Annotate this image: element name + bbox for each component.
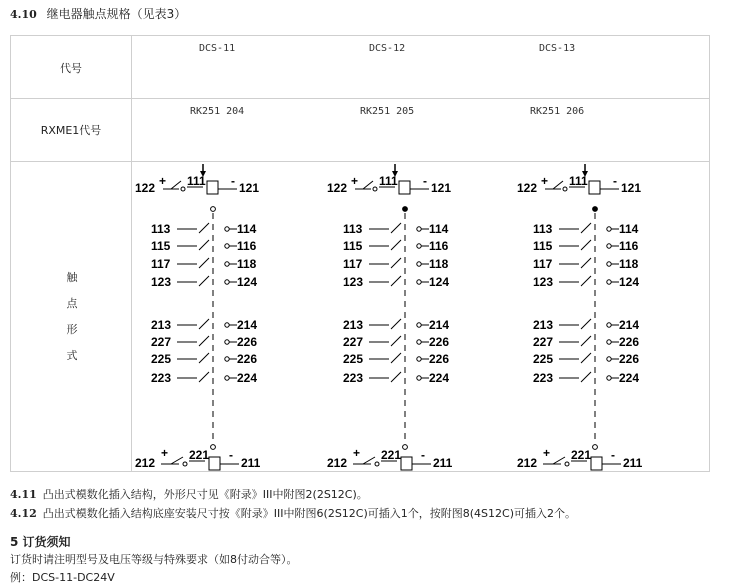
note-number: 4.12 (10, 507, 37, 520)
cell-rxme1-dcs12: RK251 205 (360, 106, 415, 117)
diagram-1-label-top-coil: 111 (187, 174, 206, 188)
diagram-1-row-3-left: 117 (151, 257, 171, 271)
diagram-3-row-3-left: 117 (533, 257, 553, 271)
diagram-2-row-5-node (417, 323, 421, 327)
ordering-example: 例：DCS-11-DC24V (10, 571, 115, 584)
diagram-3-top-coil (589, 181, 600, 194)
diagram-2-row-7-blade (391, 353, 401, 363)
diagram-2-row-4-blade (391, 276, 401, 286)
diagram-3-bottom-switch (553, 457, 565, 464)
diagram-1-row-6-left: 227 (151, 335, 172, 349)
diagram-1-row-2-left: 115 (151, 239, 171, 253)
cell-code-dcs11: DCS-11 (199, 43, 236, 54)
diagram-3-row-3-blade (581, 258, 591, 268)
diagram-1-label-bottom-minus: - (229, 448, 233, 462)
diagram-2-row-1-node (417, 227, 421, 231)
diagram-2-top-switch (363, 181, 373, 189)
diagram-2-label-bottom-right: 211 (433, 456, 453, 470)
row-label-contact-form (65, 268, 79, 366)
diagram-3-row-4-right: 124 (619, 275, 640, 289)
diagram-3-row-5-blade (581, 319, 591, 329)
diagram-2-row-2-node (417, 244, 421, 248)
diagram-1-row-4-left: 123 (151, 275, 172, 289)
diagram-2-bottom-node (375, 462, 379, 466)
cell-code-dcs12: DCS-12 (369, 43, 406, 54)
diagram-1-row-7-left: 225 (151, 352, 172, 366)
diagram-2-row-5-right: 214 (429, 318, 450, 332)
row-label-char: 触 (66, 271, 78, 284)
section-heading (10, 5, 186, 22)
diagram-1-row-3-right: 118 (237, 257, 257, 271)
diagram-3-label-bottom-left: 212 (517, 456, 538, 470)
diagram-1-row-6-blade (199, 336, 209, 346)
diagram-2-row-2-left: 115 (343, 239, 363, 253)
diagram-1-row-5-left: 213 (151, 318, 172, 332)
table-divider (11, 98, 709, 99)
diagram-1-row-2-right: 116 (237, 239, 257, 253)
diagram-3-row-4-blade (581, 276, 591, 286)
note-number: 4.11 (10, 488, 37, 501)
diagram-2-row-8-right: 224 (429, 371, 450, 385)
diagram-2-label-bottom-coil: 221 (381, 448, 402, 462)
diagram-2-row-6-node (417, 340, 421, 344)
diagram-1-label-plus: + (159, 174, 167, 188)
diagram-3-row-5-node (607, 323, 611, 327)
contact-spec-table (10, 35, 710, 472)
diagram-2-row-4-left: 123 (343, 275, 364, 289)
diagram-3-row-4-left: 123 (533, 275, 554, 289)
diagram-1-row-4-node (225, 280, 229, 284)
cell-code-dcs13: DCS-13 (539, 43, 576, 54)
section-title: 继电器触点规格（见表3） (46, 7, 187, 21)
diagram-3-row-1-right: 114 (619, 222, 639, 236)
diagram-2-label-bottom-minus: - (421, 448, 425, 462)
diagram-2-row-5-left: 213 (343, 318, 364, 332)
cell-rxme1-dcs11: RK251 204 (190, 106, 245, 117)
diagram-3-row-7-left: 225 (533, 352, 554, 366)
section-number: 4.10 (10, 8, 37, 21)
diagram-3-row-5-right: 214 (619, 318, 640, 332)
diagram-2-label-top-right: 121 (431, 181, 452, 195)
diagram-2-row-4-node (417, 280, 421, 284)
row-label-rxme1: RXME1代号 (40, 124, 102, 137)
diagram-3-row-2-left: 115 (533, 239, 553, 253)
diagram-2-row-1-blade (391, 223, 401, 233)
diagram-3-top-link-node (593, 207, 598, 212)
diagram-2-row-7-node (417, 357, 421, 361)
diagram-2-row-3-blade (391, 258, 401, 268)
diagram-2-row-6-left: 227 (343, 335, 364, 349)
diagram-2-bottom-link-node (403, 445, 408, 450)
diagram-1-top-node (181, 187, 185, 191)
diagram-1-row-5-blade (199, 319, 209, 329)
diagram-1-row-8-right: 224 (237, 371, 258, 385)
cell-rxme1-dcs13: RK251 206 (530, 106, 585, 117)
row-label-char: 点 (66, 297, 78, 310)
diagram-2-label-bottom-plus: + (353, 446, 361, 460)
diagram-1-row-3-node (225, 262, 229, 266)
diagram-3-row-5-left: 213 (533, 318, 554, 332)
diagram-1-row-4-right: 124 (237, 275, 258, 289)
diagram-3-row-2-blade (581, 240, 591, 250)
diagram-2-row-2-right: 116 (429, 239, 449, 253)
diagram-3-row-7-node (607, 357, 611, 361)
diagram-1-row-1-left: 113 (151, 222, 171, 236)
diagram-1-top-switch (171, 181, 181, 189)
row-label-char: 形 (66, 323, 78, 336)
diagram-3-row-4-node (607, 280, 611, 284)
diagram-3-row-7-blade (581, 353, 591, 363)
diagram-1-bottom-coil (209, 457, 220, 470)
diagram-2-row-4-right: 124 (429, 275, 450, 289)
diagram-3-row-6-node (607, 340, 611, 344)
diagram-3-row-3-right: 118 (619, 257, 639, 271)
diagram-3-row-1-left: 113 (533, 222, 553, 236)
diagram-3-bottom-coil (591, 457, 602, 470)
diagram-2-row-1-left: 113 (343, 222, 363, 236)
diagram-2-label-top-coil: 111 (379, 174, 398, 188)
diagram-2-label-bottom-left: 212 (327, 456, 348, 470)
diagram-3-row-2-right: 116 (619, 239, 639, 253)
diagram-2-row-5-blade (391, 319, 401, 329)
diagram-1-label-bottom-plus: + (161, 446, 169, 460)
contact-wiring-diagrams (131, 161, 709, 471)
diagram-2-row-3-node (417, 262, 421, 266)
diagram-3-row-8-blade (581, 372, 591, 382)
diagram-2-row-3-left: 117 (343, 257, 363, 271)
diagram-2-top-node (373, 187, 377, 191)
diagram-2-top-coil (399, 181, 410, 194)
diagram-1-row-1-blade (199, 223, 209, 233)
diagram-3-row-2-node (607, 244, 611, 248)
diagram-1-label-bottom-coil: 221 (189, 448, 210, 462)
diagram-2-bottom-switch (363, 457, 375, 464)
diagram-3-label-top-left: 122 (517, 181, 538, 195)
diagram-1-row-5-node (225, 323, 229, 327)
diagram-3-label-bottom-plus: + (543, 446, 551, 460)
diagram-3-label-top-coil: 111 (569, 174, 588, 188)
ordering-text: 订货时请注明型号及电压等级与特殊要求（如8付动合等）。 (10, 553, 298, 566)
diagram-2-label-plus: + (351, 174, 359, 188)
diagram-2-row-8-blade (391, 372, 401, 382)
diagram-1-row-2-node (225, 244, 229, 248)
diagram-1-row-4-blade (199, 276, 209, 286)
diagram-3-top-node (563, 187, 567, 191)
diagram-1-row-7-node (225, 357, 229, 361)
diagram-1-row-2-blade (199, 240, 209, 250)
note-text: 凸出式模数化插入结构，外形尺寸见《附录》III中附图2(2S12C)。 (42, 488, 368, 501)
diagram-1-top-link-node (211, 207, 216, 212)
diagram-2-row-1-right: 114 (429, 222, 449, 236)
diagram-3-row-1-node (607, 227, 611, 231)
diagram-3-row-6-right: 226 (619, 335, 640, 349)
diagram-1-bottom-node (183, 462, 187, 466)
diagram-3-label-bottom-coil: 221 (571, 448, 592, 462)
diagram-2-row-2-blade (391, 240, 401, 250)
diagram-2-row-7-left: 225 (343, 352, 364, 366)
diagram-3-label-top-right: 121 (621, 181, 642, 195)
diagram-1-row-8-left: 223 (151, 371, 172, 385)
diagram-2-row-8-left: 223 (343, 371, 364, 385)
diagram-1-row-1-node (225, 227, 229, 231)
note-4-11 (10, 486, 368, 502)
diagram-1-row-5-right: 214 (237, 318, 258, 332)
diagram-3-row-6-left: 227 (533, 335, 554, 349)
diagram-1-row-7-blade (199, 353, 209, 363)
diagram-2-row-7-right: 226 (429, 352, 450, 366)
diagram-3-label-plus: + (541, 174, 549, 188)
diagram-3-row-7-right: 226 (619, 352, 640, 366)
diagram-1-top-coil (207, 181, 218, 194)
diagram-1-label-top-right: 121 (239, 181, 260, 195)
diagram-3-label-bottom-minus: - (611, 448, 615, 462)
diagram-1-label-bottom-right: 211 (241, 456, 261, 470)
diagram-3-bottom-node (565, 462, 569, 466)
diagram-1-row-8-blade (199, 372, 209, 382)
diagram-3-top-switch (553, 181, 563, 189)
diagram-3-row-1-blade (581, 223, 591, 233)
diagram-1-row-7-right: 226 (237, 352, 258, 366)
row-label-char: 式 (66, 349, 78, 362)
diagram-3-bottom-link-node (593, 445, 598, 450)
row-label-code: 代号 (60, 62, 82, 75)
diagram-1-bottom-link-node (211, 445, 216, 450)
diagram-1-row-3-blade (199, 258, 209, 268)
diagram-3-label-bottom-right: 211 (623, 456, 643, 470)
diagram-2-row-6-right: 226 (429, 335, 450, 349)
diagram-3-row-8-node (607, 376, 611, 380)
diagram-1-label-bottom-left: 212 (135, 456, 156, 470)
diagram-1-row-1-right: 114 (237, 222, 257, 236)
diagram-1-bottom-switch (171, 457, 183, 464)
diagram-2-bottom-coil (401, 457, 412, 470)
diagram-2-row-3-right: 118 (429, 257, 449, 271)
diagram-3-label-minus: - (613, 174, 617, 188)
diagram-1-label-top-left: 122 (135, 181, 156, 195)
note-4-12 (10, 505, 576, 521)
diagram-3-row-8-left: 223 (533, 371, 554, 385)
diagram-2-top-link-node (403, 207, 408, 212)
diagram-1-label-minus: - (231, 174, 235, 188)
note-text: 凸出式模数化插入结构底座安装尺寸按《附录》III中附图6(2S12C)可插入1个，按附图8(4S12C)可插入2个。 (42, 507, 577, 520)
diagram-1-row-6-right: 226 (237, 335, 258, 349)
ordering-title: 5 订货须知 (10, 535, 71, 549)
diagram-3-row-6-blade (581, 336, 591, 346)
diagram-1-row-6-node (225, 340, 229, 344)
diagram-3-row-3-node (607, 262, 611, 266)
diagram-2-row-8-node (417, 376, 421, 380)
diagram-1-row-8-node (225, 376, 229, 380)
diagram-2-row-6-blade (391, 336, 401, 346)
diagram-2-label-top-left: 122 (327, 181, 348, 195)
diagram-3-row-8-right: 224 (619, 371, 640, 385)
diagram-2-label-minus: - (423, 174, 427, 188)
